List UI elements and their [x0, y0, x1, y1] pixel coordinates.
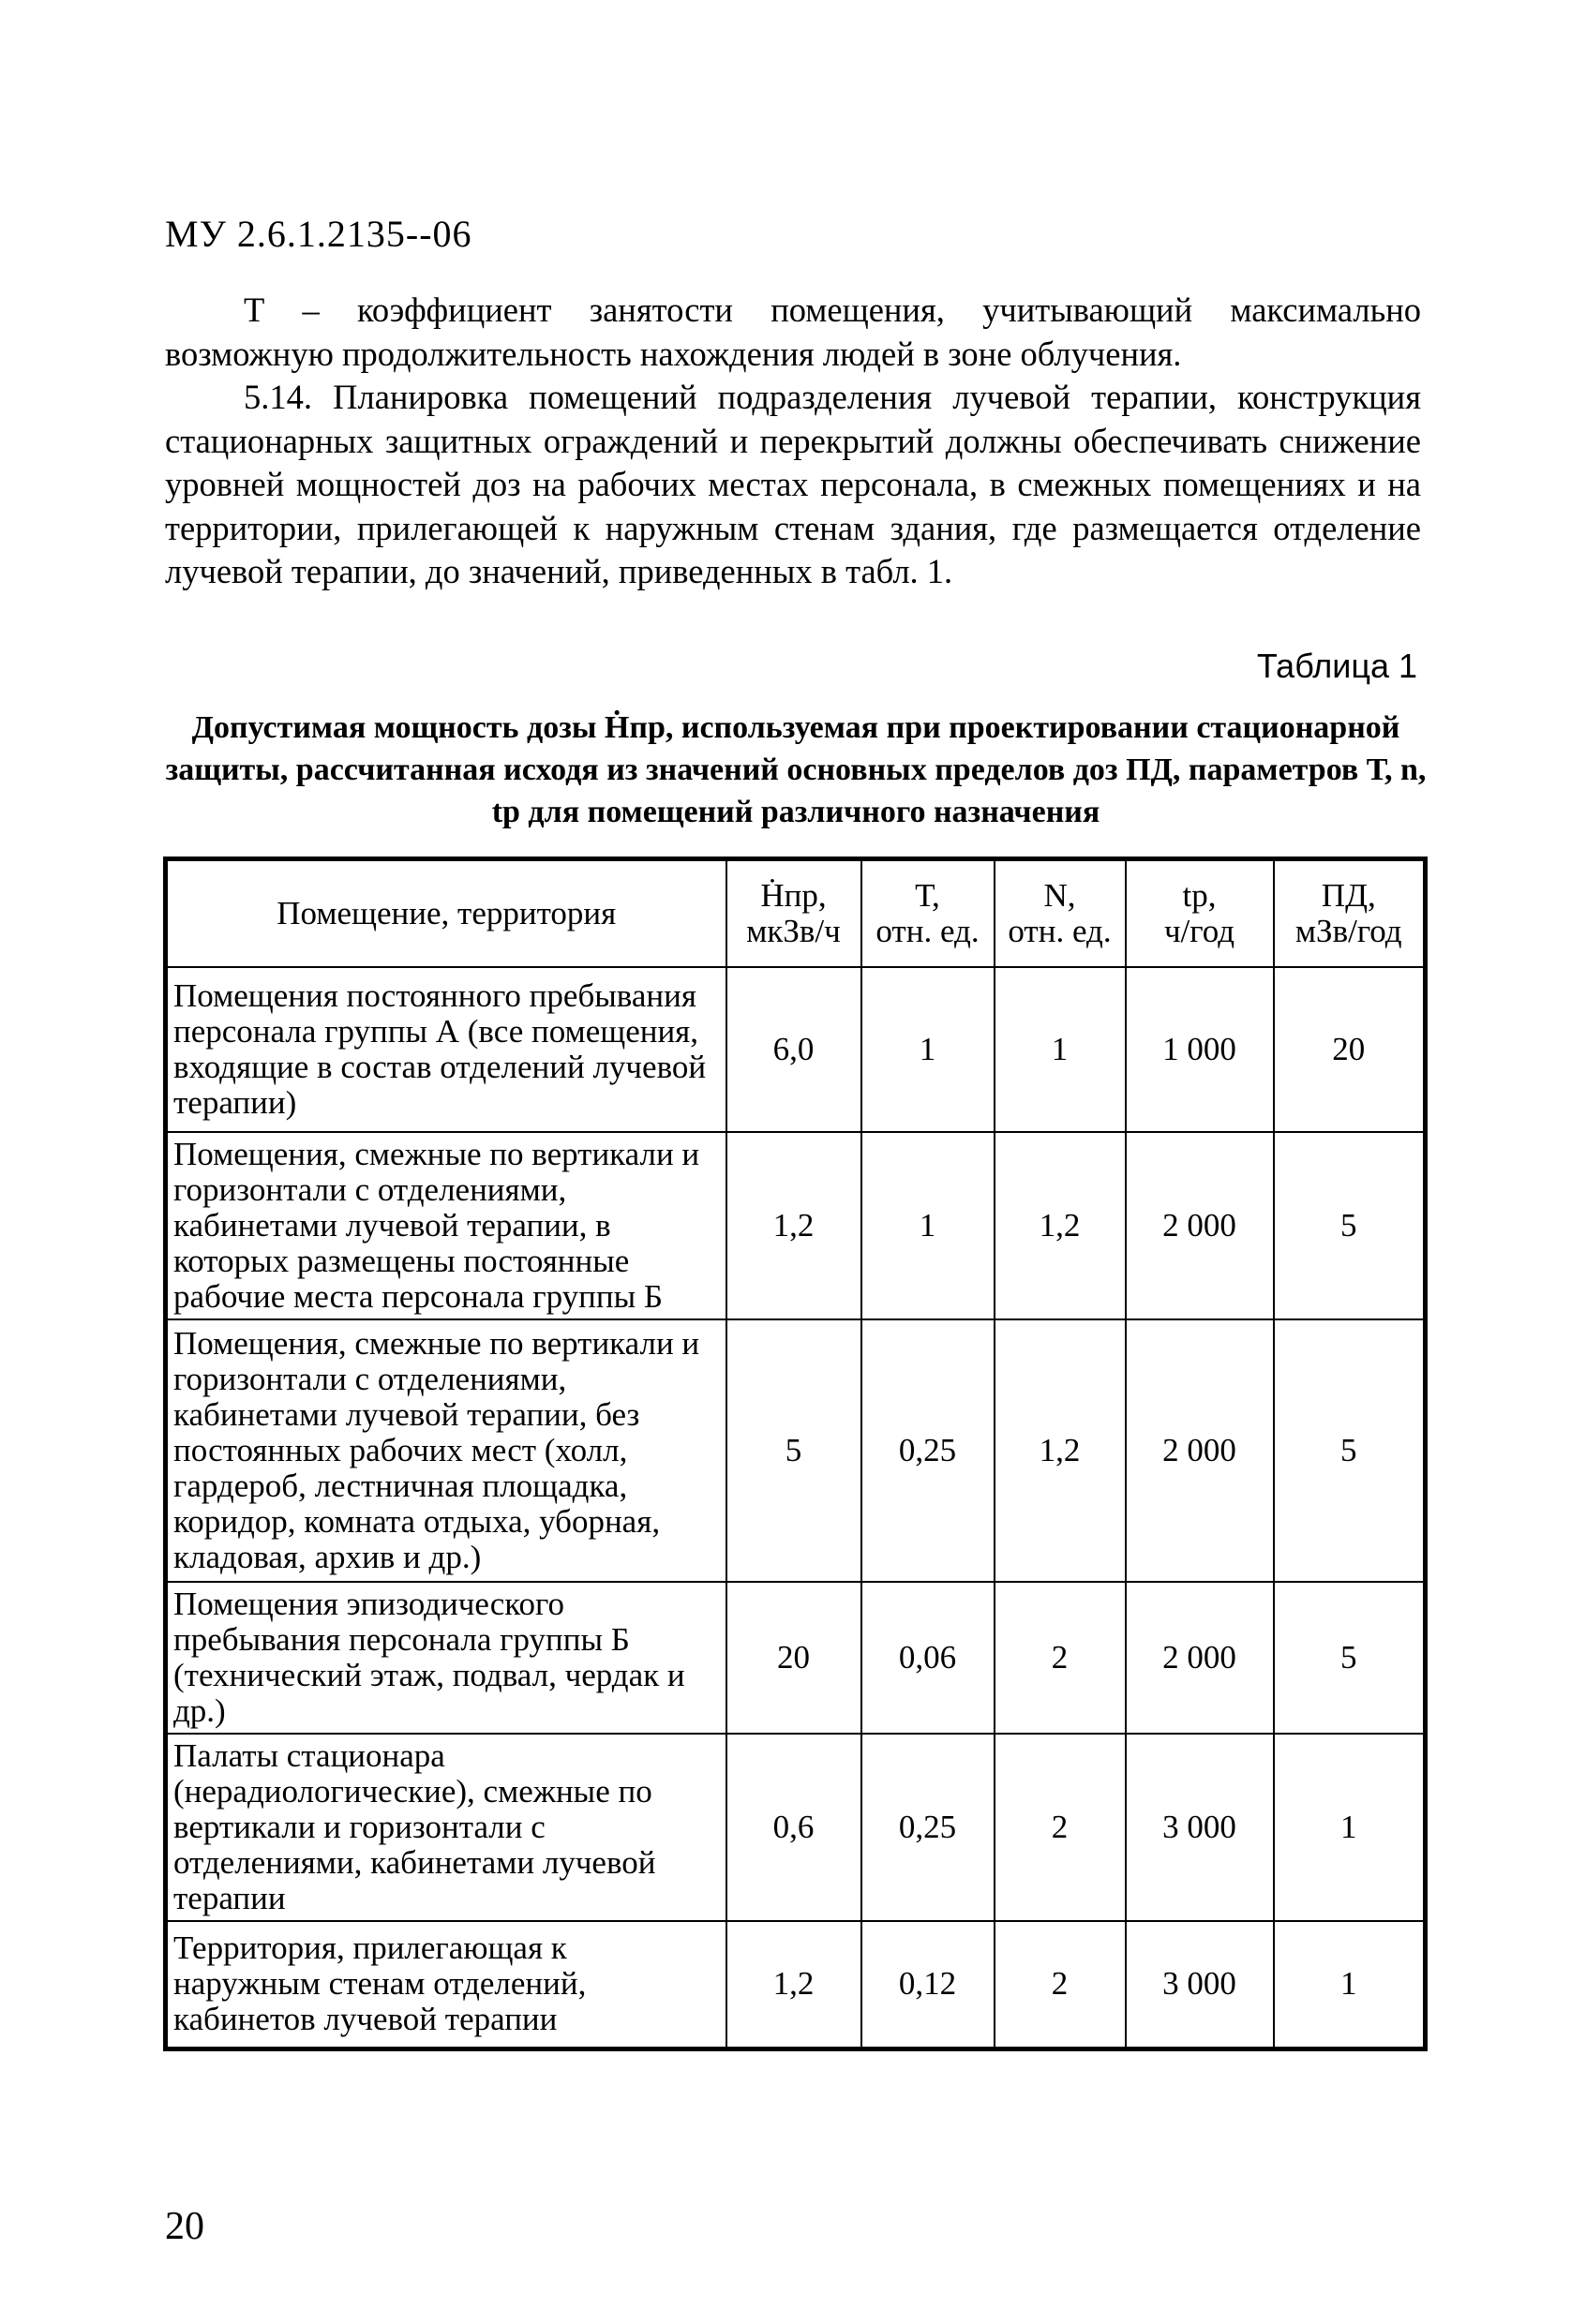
dose-rate-cell: 1,2 — [726, 1921, 861, 2048]
table-row — [166, 1734, 1426, 1921]
dose-rate-table — [163, 857, 1428, 2051]
column-header-room: Помещение, территория — [166, 859, 726, 968]
column-header-n: N, отн. ед. — [995, 859, 1126, 968]
time-cell: 2 000 — [1126, 1319, 1274, 1582]
dose-rate-cell: 6,0 — [726, 967, 861, 1132]
dose-limit-cell: 5 — [1274, 1132, 1426, 1319]
room-cell: Территория, прилегающая к наружным стенам отделений, кабинетов лучевой терапии — [166, 1921, 726, 2048]
paragraph-5-14: 5.14. Планировка помещений подразделения лучевой терапии, конструкция стационарных защитных ограждений и перекрытий должны обеспечивать снижение уровней мощностей доз на рабочих местах персонала, в смежных помещениях и на территории, прилегающей к наружным стенам здания, где размещается отделение лучевой терапии, до значений, приведенных в табл. 1. — [165, 378, 1421, 590]
time-cell: 3 000 — [1126, 1734, 1274, 1921]
occupancy-cell: 0,06 — [861, 1582, 995, 1734]
table-title: Допустимая мощность дозы Ḣпр, используемая при проектировании стационарной защиты, рассчитанная исходя из значений основных пределов доз ПД, параметров Т, n, tр для помещений различного назначения — [165, 710, 1427, 829]
column-header-dose-limit: ПД, мЗв/год — [1274, 859, 1426, 968]
time-cell: 2 000 — [1126, 1582, 1274, 1734]
paragraph-coefficient-definition: Т – коэффициент занятости помещения, учитывающий максимально возможную продолжительность нахождения людей в зоне облучения. — [165, 290, 1421, 373]
n-cell: 1,2 — [995, 1132, 1126, 1319]
room-cell: Помещения постоянного пребывания персонала группы А (все помещения, входящие в состав отделений лучевой терапии) — [166, 967, 726, 1132]
occupancy-cell: 0,25 — [861, 1734, 995, 1921]
time-cell: 1 000 — [1126, 967, 1274, 1132]
room-cell: Помещения эпизодического пребывания персонала группы Б (технический этаж, подвал, чердак и др.) — [166, 1582, 726, 1734]
dose-limit-cell: 1 — [1274, 1734, 1426, 1921]
dose-limit-cell: 1 — [1274, 1921, 1426, 2048]
document-code: МУ 2.6.1.2135--06 — [165, 213, 472, 255]
n-cell: 2 — [995, 1921, 1126, 2048]
time-cell: 2 000 — [1126, 1132, 1274, 1319]
column-header-occupancy: Т, отн. ед. — [861, 859, 995, 968]
dose-limit-cell: 20 — [1274, 967, 1426, 1132]
n-cell: 1 — [995, 967, 1126, 1132]
n-cell: 2 — [995, 1734, 1126, 1921]
column-header-dose-rate: Ḣпр, мкЗв/ч — [726, 859, 861, 968]
room-cell: Палаты стационара (нерадиологические), смежные по вертикали и горизонтали с отделениями, кабинетами лучевой терапии — [166, 1734, 726, 1921]
table-row — [166, 1132, 1426, 1319]
n-cell: 1,2 — [995, 1319, 1126, 1582]
table-row — [166, 1582, 1426, 1734]
page-number: 20 — [165, 2205, 204, 2248]
room-cell: Помещения, смежные по вертикали и горизонтали с отделениями, кабинетами лучевой терапии, в которых размещены постоянные рабочие места персонала группы Б — [166, 1132, 726, 1319]
body-text — [165, 289, 1421, 594]
occupancy-cell: 0,25 — [861, 1319, 995, 1582]
table-label: Таблица 1 — [1256, 647, 1417, 685]
room-cell: Помещения, смежные по вертикали и горизонтали с отделениями, кабинетами лучевой терапии, без постоянных рабочих мест (холл, гардероб, лестничная площадка, коридор, комната отдыха, уборная, кладовая, архив и др.) — [166, 1319, 726, 1582]
dose-rate-cell: 20 — [726, 1582, 861, 1734]
dose-rate-cell: 5 — [726, 1319, 861, 1582]
dose-rate-cell: 1,2 — [726, 1132, 861, 1319]
time-cell: 3 000 — [1126, 1921, 1274, 2048]
column-header-time: tр, ч/год — [1126, 859, 1274, 968]
table-row — [166, 1319, 1426, 1582]
dose-limit-cell: 5 — [1274, 1582, 1426, 1734]
occupancy-cell: 0,12 — [861, 1921, 995, 2048]
dose-rate-cell: 0,6 — [726, 1734, 861, 1921]
dose-limit-cell: 5 — [1274, 1319, 1426, 1582]
table-row — [166, 1921, 1426, 2048]
table-header-row — [166, 859, 1426, 968]
occupancy-cell: 1 — [861, 967, 995, 1132]
n-cell: 2 — [995, 1582, 1126, 1734]
table-row — [166, 967, 1426, 1132]
occupancy-cell: 1 — [861, 1132, 995, 1319]
